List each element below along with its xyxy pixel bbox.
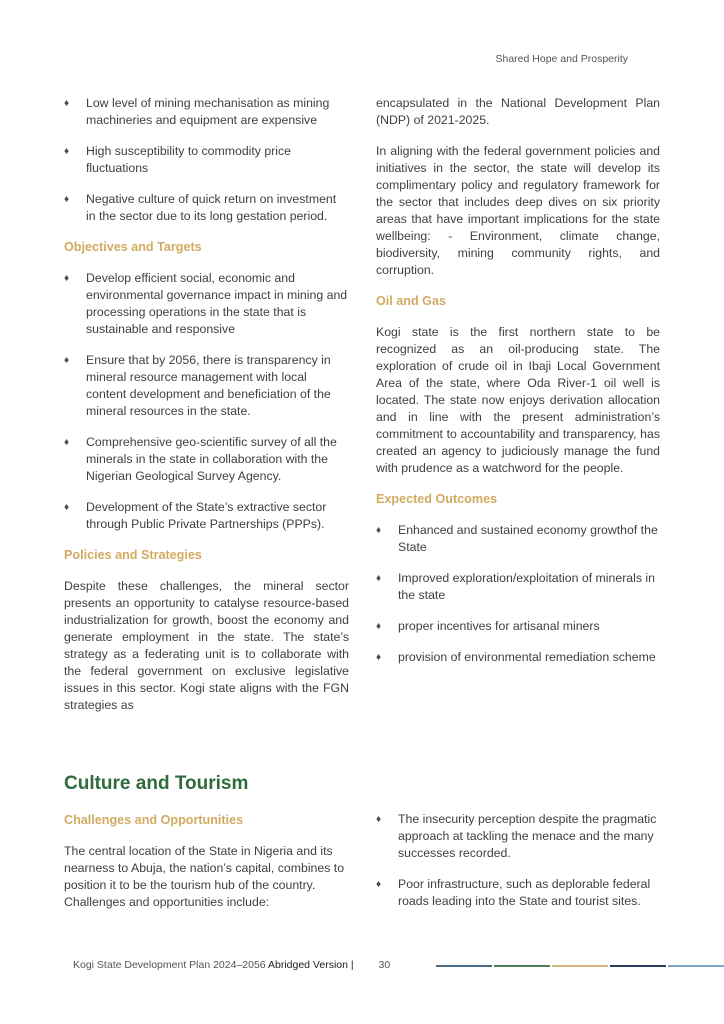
section-title: Culture and Tourism [64, 773, 249, 794]
list-item [64, 191, 349, 225]
diamond-bullet-icon: ♦ [64, 146, 70, 157]
bullet-text: Enhanced and sustained economy growthof the State [398, 523, 658, 554]
footer [73, 959, 390, 971]
challenges-paragraph: The central location of the State in Nigeria and its nearness to Abuja, the nation’s capital, combines to position it to be the tourism hub of the country. Challenges and opportunities include: [64, 844, 345, 909]
oil-gas-heading: Oil and Gas [376, 294, 446, 308]
diamond-bullet-icon: ♦ [64, 437, 70, 448]
diamond-bullet-icon: ♦ [64, 194, 70, 205]
left-column [64, 95, 349, 728]
list-item [376, 618, 660, 635]
diamond-bullet-icon: ♦ [64, 273, 70, 284]
list-item [376, 570, 660, 604]
bullet-text: Develop efficient social, economic and environmental governance impact in mining and processing operations in the state that is sustainable and responsive [86, 271, 348, 336]
diamond-bullet-icon: ♦ [376, 652, 382, 663]
bullet-text: Negative culture of quick return on investment in the sector due to its long gestation period. [86, 192, 337, 223]
bullet-text: Low level of mining mechanisation as mining machineries and equipment are expensive [86, 96, 330, 127]
footer-line [552, 965, 608, 967]
list-item [64, 434, 349, 485]
footer-line [494, 965, 550, 967]
diamond-bullet-icon: ♦ [376, 621, 382, 632]
footer-plan-title: Kogi State Development Plan 2024–2056 [73, 959, 266, 971]
bullet-text: Improved exploration/exploitation of minerals in the state [398, 571, 656, 602]
bullet-text: Comprehensive geo-scientific survey of all the minerals in the state in collaboration with the Nigerian Geological Survey Agency. [86, 435, 337, 483]
page-number: 30 [378, 959, 391, 971]
outcomes-heading: Expected Outcomes [376, 492, 498, 506]
challenges-heading: Challenges and Opportunities [64, 813, 244, 827]
continuation-paragraph: encapsulated in the National Development Plan (NDP) of 2021-2025. [376, 96, 660, 127]
running-header: Shared Hope and Prosperity [495, 53, 628, 65]
bullet-text: Poor infrastructure, such as deplorable federal roads leading into the State and tourist sites. [398, 877, 651, 908]
aligning-paragraph: In aligning with the federal government policies and initiatives in the sector, the state will develop its complimentary policy and regulatory framework for the sector that includes deep dives on six priority areas that have important implications for the state wellbeing: - Environment, climate change, biodiversity, mining community rights, and corruption. [376, 144, 660, 277]
bullet-text: provision of environmental remediation scheme [398, 650, 656, 664]
diamond-bullet-icon: ♦ [64, 355, 70, 366]
bullet-text: Development of the State’s extractive sector through Public Private Partnerships (PPPs). [86, 500, 327, 531]
list-item [376, 811, 660, 862]
diamond-bullet-icon: ♦ [376, 525, 382, 536]
bullet-text: High susceptibility to commodity price fluctuations [86, 144, 292, 175]
policies-paragraph: Despite these challenges, the mineral sector presents an opportunity to catalyse resource-based industrialization for growth, boost the economy and generate employment in the state. The state’s strategy as a federating unit is to collaborate with the federal government on exclusive legislative issues in this sector. Kogi state aligns with the FGN strategies as [64, 579, 349, 712]
footer-line [668, 965, 724, 967]
diamond-bullet-icon: ♦ [64, 502, 70, 513]
list-item [64, 270, 349, 338]
list-item [64, 499, 349, 533]
bullet-text: Ensure that by 2056, there is transparency in mineral resource management with local content development and beneficiation of the mineral resources in the state. [86, 353, 331, 418]
objectives-heading: Objectives and Targets [64, 240, 202, 254]
list-item [376, 649, 660, 666]
bullet-text: The insecurity perception despite the pragmatic approach at tackling the menace and the many successes recorded. [398, 812, 657, 860]
policies-heading: Policies and Strategies [64, 548, 202, 562]
oil-gas-paragraph: Kogi state is the first northern state to be recognized as an oil-producing state. The exploration of crude oil in Ibaji Local Government Area of the state, where Oda River-1 oil well is located. The state now enjoys derivation allocation and in line with the present administration’s commitment to accountability and transparency, has created an agency to judiciously manage the fund with prudence as a watchword for the people. [376, 325, 660, 475]
diamond-bullet-icon: ♦ [376, 879, 382, 890]
footer-decorative-lines [436, 965, 724, 967]
culture-right-column [376, 811, 660, 924]
list-item [64, 143, 349, 177]
list-item [376, 522, 660, 556]
right-column [376, 95, 660, 680]
bullet-text: proper incentives for artisanal miners [398, 619, 600, 633]
list-item [376, 876, 660, 910]
footer-line [610, 965, 666, 967]
footer-version: Abridged Version | [267, 959, 354, 971]
culture-left-column [64, 812, 349, 925]
diamond-bullet-icon: ♦ [64, 98, 70, 109]
diamond-bullet-icon: ♦ [376, 573, 382, 584]
list-item [64, 95, 349, 129]
diamond-bullet-icon: ♦ [376, 814, 382, 825]
list-item [64, 352, 349, 420]
footer-line [436, 965, 492, 967]
